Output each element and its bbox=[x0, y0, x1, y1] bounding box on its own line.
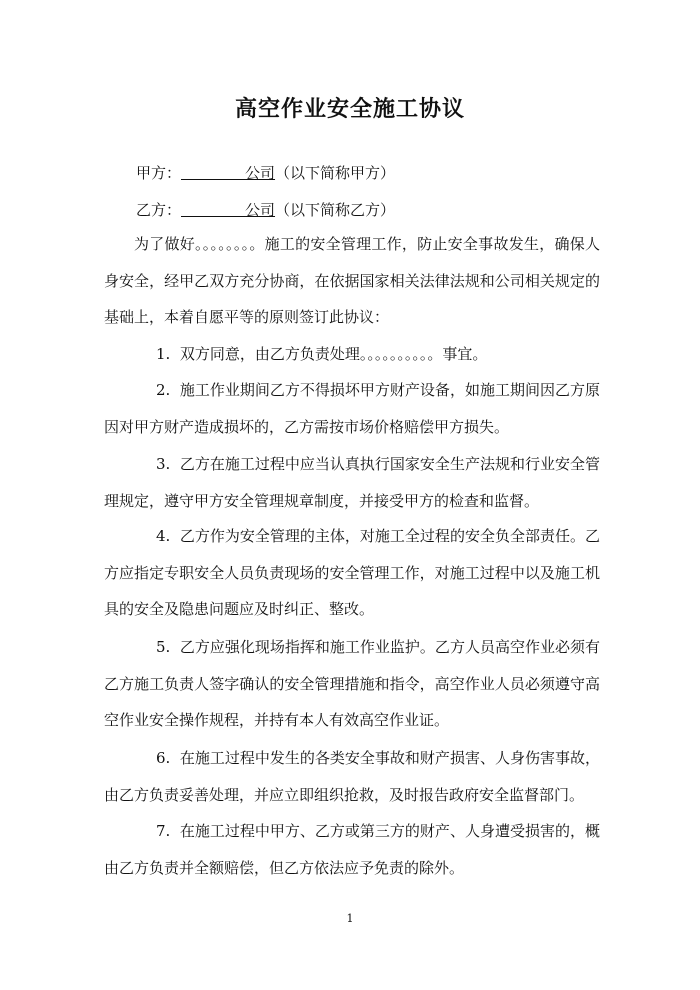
clause-2-text: 施工作业期间乙方不得损坏甲方财产设备，如施工期间因乙方原因对甲方财产造成损坏的，乙方需按市场价格赔偿甲方损失。 bbox=[104, 381, 600, 436]
clause-4-number: 4. bbox=[156, 527, 171, 545]
party-b-line bbox=[136, 199, 395, 220]
party-b-blank bbox=[181, 201, 245, 217]
clause-4-text: 乙方作为安全管理的主体，对施工全过程的安全负全部责任。乙方应指定专职安全人员负责现场的安全管理工作，对施工过程中以及施工机具的安全及隐患问题应及时纠正、整改。 bbox=[104, 527, 600, 618]
clause-3 bbox=[104, 446, 600, 519]
clause-7-number: 7. bbox=[156, 822, 171, 840]
party-a-label: 甲方： bbox=[136, 164, 182, 182]
page-number: 1 bbox=[346, 912, 354, 925]
clause-1-text: 双方同意，由乙方负责处理。。。。。。。。。。事宜。 bbox=[179, 345, 488, 363]
party-b-label: 乙方： bbox=[136, 201, 182, 219]
document-title: 高空作业安全施工协议 bbox=[234, 96, 465, 122]
clause-6-number: 6. bbox=[156, 749, 171, 767]
clause-7 bbox=[104, 813, 600, 886]
party-a-line bbox=[136, 162, 395, 183]
clause-4 bbox=[104, 518, 600, 628]
clause-3-number: 3. bbox=[156, 455, 171, 473]
party-b-note: （以下简称乙方） bbox=[275, 201, 396, 219]
clause-6-text: 在施工过程中发生的各类安全事故和财产损害、人身伤害事故，由乙方负责妥善处理，并应立即组织抢救，及时报告政府安全监督部门。 bbox=[104, 749, 600, 804]
intro-paragraph: 为了做好。。。。。。。。施工的安全管理工作，防止安全事故发生，确保人身安全，经甲乙双方充分协商，在依据国家相关法律法规和公司相关规定的基础上，本着自愿平等的原则签订此协议： bbox=[104, 235, 600, 326]
clause-1-number: 1. bbox=[156, 345, 171, 363]
clause-5-number: 5. bbox=[156, 638, 171, 656]
clause-5-text: 乙方应强化现场指挥和施工作业监护。乙方人员高空作业必须有乙方施工负责人签字确认的安全管理措施和指令，高空作业人员必须遵守高空作业安全操作规程，并持有本人有效高空作业证。 bbox=[104, 638, 600, 729]
clause-5 bbox=[104, 629, 600, 739]
clause-1 bbox=[104, 336, 600, 373]
party-a-blank bbox=[181, 164, 245, 180]
party-a-company: 公司 bbox=[245, 164, 276, 182]
clause-7-text: 在施工过程中甲方、乙方或第三方的财产、人身遭受损害的，概由乙方负责并全额赔偿，但乙方依法应予免责的除外。 bbox=[104, 822, 600, 877]
party-b-company: 公司 bbox=[245, 201, 276, 219]
clause-2-number: 2. bbox=[156, 381, 171, 399]
clause-2 bbox=[104, 372, 600, 445]
clause-3-text: 乙方在施工过程中应当认真执行国家安全生产法规和行业安全管理规定，遵守甲方安全管理规章制度，并接受甲方的检查和监督。 bbox=[104, 455, 600, 510]
clause-6 bbox=[104, 740, 600, 813]
party-a-note: （以下简称甲方） bbox=[275, 164, 396, 182]
